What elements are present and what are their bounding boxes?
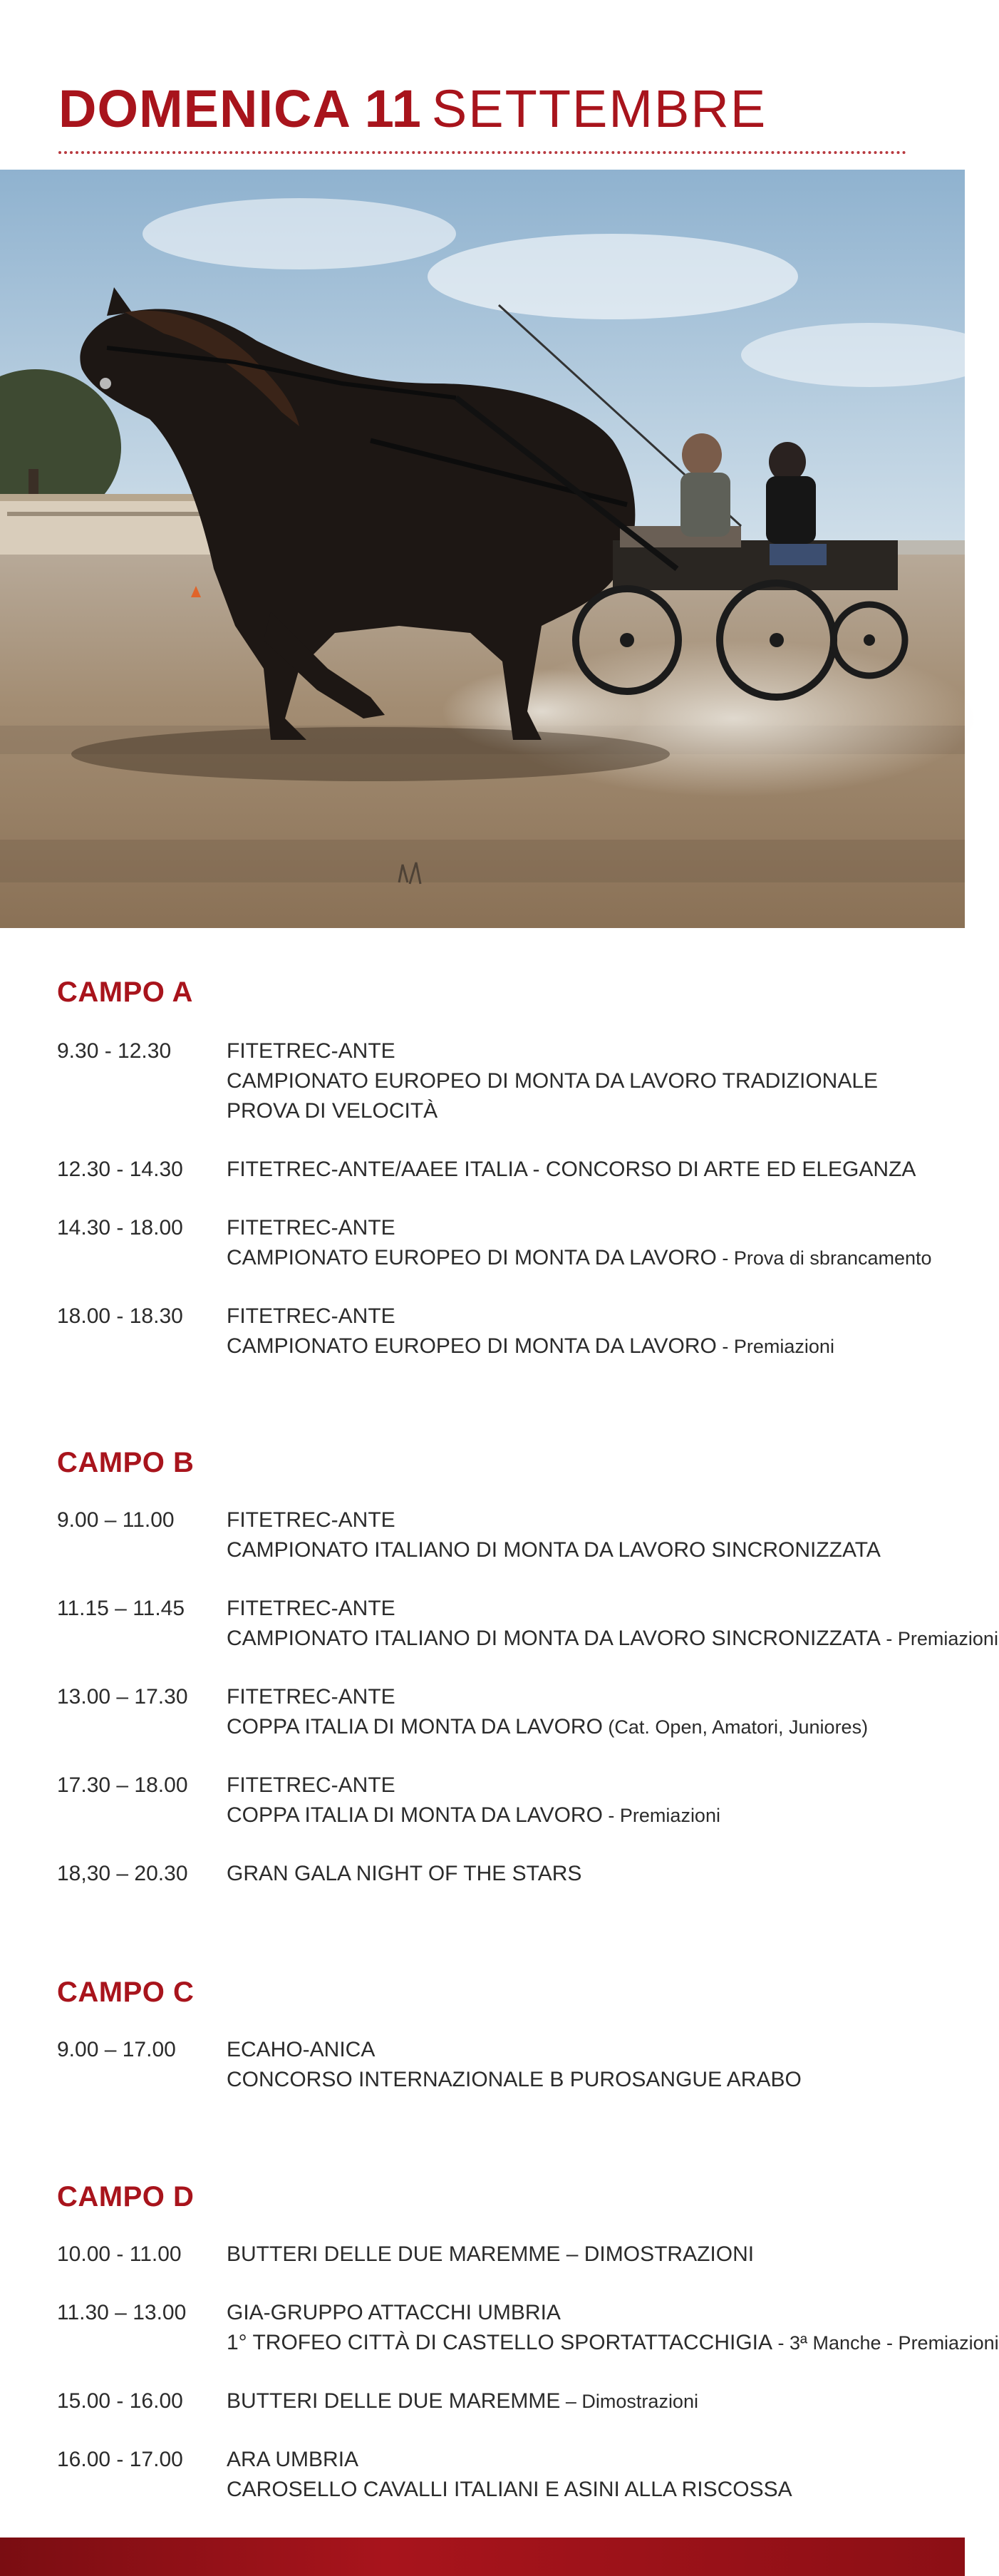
schedule-row: [0, 1213, 965, 1273]
row-event: CAMPIONATO ITALIANO DI MONTA DA LAVORO SINCRONIZZATA: [227, 1627, 881, 1650]
schedule-row: [0, 1682, 965, 1742]
row-line: [227, 2386, 965, 2416]
schedule-row: [0, 2298, 999, 2358]
schedule-campo-a: [0, 1036, 965, 1390]
row-note: – Dimostrazioni: [560, 2391, 698, 2412]
row-time: 15.00 - 16.00: [57, 2389, 183, 2413]
row-line: FITETREC-ANTE/AAEE ITALIA - CONCORSO DI ARTE ED ELEGANZA: [227, 1158, 916, 1181]
row-event: BUTTERI DELLE DUE MAREMME: [227, 2389, 561, 2413]
row-description: [227, 2298, 999, 2358]
row-time: 9.00 – 11.00: [57, 1508, 175, 1532]
row-line: FITETREC-ANTE: [227, 1685, 395, 1709]
row-time: 9.30 - 12.30: [57, 1039, 172, 1063]
footer-bar: [0, 2538, 965, 2576]
row-event: CAMPIONATO EUROPEO DI MONTA DA LAVORO: [227, 1334, 717, 1358]
schedule-row: [0, 1859, 965, 1889]
row-event: 1° TROFEO CITTÀ DI CASTELLO SPORTATTACCHIGIA: [227, 2331, 772, 2354]
schedule-row: [0, 1505, 965, 1565]
schedule-row: [0, 2240, 965, 2270]
row-line: FITETREC-ANTE: [227, 1216, 395, 1240]
row-line: CAMPIONATO EUROPEO DI MONTA DA LAVORO TRADIZIONALE: [227, 1069, 879, 1093]
row-time: 18,30 – 20.30: [57, 1862, 188, 1885]
row-description: [227, 1682, 965, 1742]
page-header: [0, 0, 965, 170]
section-title-campo-c: CAMPO C: [57, 1977, 195, 2008]
row-description: [227, 2035, 965, 2095]
row-note: - Premiazioni: [880, 1628, 998, 1649]
row-line: [227, 2328, 999, 2358]
hero-photo: [0, 170, 965, 928]
row-description: [227, 2386, 965, 2416]
row-description: [227, 1213, 965, 1273]
row-description: [227, 1505, 965, 1565]
schedule-row: [0, 1771, 965, 1830]
row-time: 10.00 - 11.00: [57, 2242, 182, 2266]
row-line: FITETREC-ANTE: [227, 1039, 395, 1063]
schedule-row: [0, 2035, 965, 2095]
row-line: [227, 1624, 998, 1654]
section-title-campo-b: CAMPO B: [57, 1447, 195, 1478]
row-line: [227, 1800, 965, 1830]
section-title-campo-a: CAMPO A: [57, 977, 193, 1008]
row-line: FITETREC-ANTE: [227, 1597, 395, 1620]
schedule-row: [0, 1302, 965, 1361]
schedule-row: [0, 1155, 965, 1185]
row-line: CONCORSO INTERNAZIONALE B PUROSANGUE ARABO: [227, 2068, 802, 2091]
page-title: [58, 80, 767, 138]
row-event: CAMPIONATO EUROPEO DI MONTA DA LAVORO: [227, 1246, 717, 1269]
section-title-campo-d: CAMPO D: [57, 2181, 195, 2212]
row-time: 18.00 - 18.30: [57, 1304, 183, 1328]
row-line: PROVA DI VELOCITÀ: [227, 1099, 438, 1123]
row-description: [227, 1594, 998, 1654]
row-line: GRAN GALA NIGHT OF THE STARS: [227, 1862, 582, 1885]
row-line: [227, 1243, 965, 1273]
row-description: [227, 1302, 965, 1361]
row-line: [227, 1331, 965, 1361]
title-month: SETTEMBRE: [431, 79, 767, 138]
schedule-campo-b: [0, 1505, 998, 1917]
row-line: CAMPIONATO ITALIANO DI MONTA DA LAVORO SINCRONIZZATA: [227, 1538, 881, 1562]
row-line: [227, 1712, 965, 1742]
row-line: CAROSELLO CAVALLI ITALIANI E ASINI ALLA RISCOSSA: [227, 2478, 792, 2501]
row-line: FITETREC-ANTE: [227, 1304, 395, 1328]
row-note: (Cat. Open, Amatori, Juniores): [602, 1716, 869, 1738]
row-time: 16.00 - 17.00: [57, 2448, 183, 2471]
row-line: ECAHO-ANICA: [227, 2038, 376, 2061]
row-description: [227, 1036, 965, 1126]
row-time: 14.30 - 18.00: [57, 1216, 183, 1240]
row-time: 17.30 – 18.00: [57, 1773, 188, 1797]
schedule-row: [0, 1036, 965, 1126]
schedule-campo-d: [0, 2240, 999, 2533]
row-description: [227, 1155, 965, 1185]
title-day: DOMENICA 11: [58, 79, 422, 138]
schedule-row: [0, 1594, 998, 1654]
row-description: [227, 1859, 965, 1889]
row-note: - Prova di sbrancamento: [716, 1247, 932, 1269]
row-note: - 3ª Manche - Premiazioni: [772, 2332, 999, 2354]
row-line: FITETREC-ANTE: [227, 1773, 395, 1797]
row-time: 11.15 – 11.45: [57, 1597, 185, 1620]
row-time: 12.30 - 14.30: [57, 1158, 183, 1181]
row-description: [227, 2240, 965, 2270]
row-time: 9.00 – 17.00: [57, 2038, 176, 2061]
schedule-row: [0, 2445, 965, 2505]
row-line: GIA-GRUPPO ATTACCHI UMBRIA: [227, 2301, 561, 2324]
row-line: ARA UMBRIA: [227, 2448, 359, 2471]
row-line: FITETREC-ANTE: [227, 1508, 395, 1532]
row-line: BUTTERI DELLE DUE MAREMME – DIMOSTRAZIONI: [227, 2242, 755, 2266]
row-time: 11.30 – 13.00: [57, 2301, 187, 2324]
schedule-campo-c: [0, 2035, 965, 2123]
row-event: COPPA ITALIA DI MONTA DA LAVORO: [227, 1803, 603, 1827]
row-description: [227, 2445, 965, 2505]
row-time: 13.00 – 17.30: [57, 1685, 188, 1709]
dotted-divider: [58, 151, 906, 154]
row-description: [227, 1771, 965, 1830]
row-note: - Premiazioni: [716, 1336, 834, 1357]
row-event: COPPA ITALIA DI MONTA DA LAVORO: [227, 1715, 603, 1738]
schedule-row: [0, 2386, 965, 2416]
row-note: - Premiazioni: [602, 1805, 720, 1826]
